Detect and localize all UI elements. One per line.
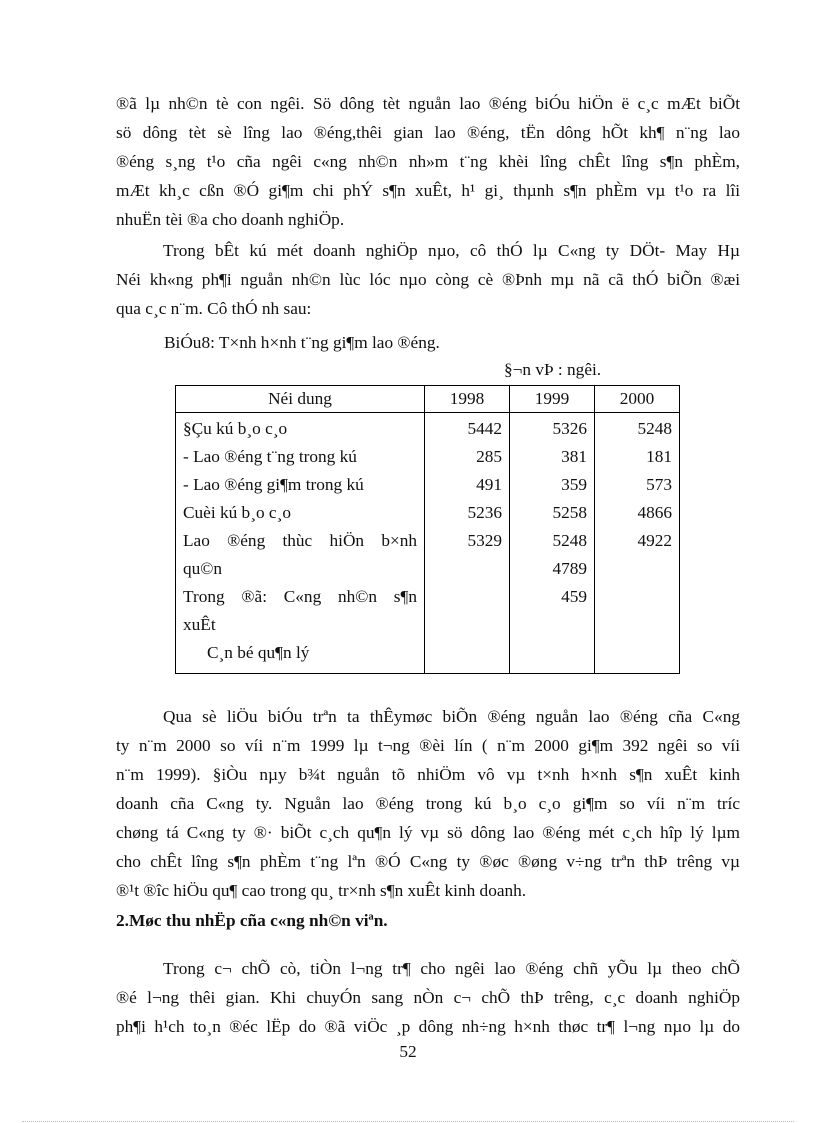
labor-table — [175, 385, 680, 674]
text-line: Qua sè liÖu biÓu trªn ta thÊymøc biÕn ®éng nguån lao ®éng cña C«ng — [163, 707, 740, 726]
row-label-line: xuÊt — [183, 615, 216, 634]
text-line: mÆt kh¸c cßn ®Ó gi¶m chi phÝ s¶n xuÊt, h¹ gi¸ thµnh s¶n phÈm vµ t¹o ra lîi — [116, 181, 740, 200]
text-line: ®¹t ®îc hiÖu qu¶ cao trong qu¸ tr×nh s¶n xuÊt kinh doanh. — [116, 881, 527, 900]
cell-1999: 381 — [510, 443, 595, 471]
row-label: - Lao ®éng t¨ng trong kú — [176, 443, 425, 471]
cell-2000 — [595, 583, 680, 639]
cell-value: 5248 — [552, 531, 587, 550]
cell-2000: 181 — [595, 443, 680, 471]
cell-1999: 5258 — [510, 499, 595, 527]
page-bottom-rule — [22, 1121, 794, 1122]
text-line: chøng tá C«ng ty ®· biÕt c¸ch qu¶n lý vµ sö dông lao ®éng mét c¸ch hîp lý lµm — [116, 823, 740, 842]
cell-value: 4789 — [552, 559, 587, 578]
cell-2000: 5248 — [595, 413, 680, 444]
paragraph-4 — [116, 954, 740, 1041]
table-row — [176, 583, 680, 639]
text-line: ®ã lµ nh©n tè con ngêi. Sö dông tèt nguån lao ®éng biÓu hiÖn ë c¸c mÆt biÕt — [116, 94, 740, 113]
text-line: nhuËn tèi ®a cho doanh nghiÖp. — [116, 210, 345, 229]
cell-1999 — [510, 639, 595, 674]
paragraph-1 — [116, 89, 740, 234]
cell-1998: 5329 — [425, 527, 510, 583]
row-label — [176, 583, 425, 639]
header-content: Néi dung — [176, 386, 425, 413]
cell-1998: 5442 — [425, 413, 510, 444]
text-line: Trong bÊt kú mét doanh nghiÖp nµo, cô thÓ lµ C«ng ty DÖt- May Hµ — [163, 241, 740, 260]
row-label: Cuèi kú b¸o c¸o — [176, 499, 425, 527]
cell-2000 — [595, 639, 680, 674]
table-header-row — [176, 386, 680, 413]
row-label: §Çu kú b¸o c¸o — [176, 413, 425, 444]
table-unit: §¬n vÞ : ngêi. — [504, 360, 602, 379]
cell-2000: 4866 — [595, 499, 680, 527]
table-row — [176, 527, 680, 583]
section-heading: 2.Møc thu nhËp cña c«ng nh©n viªn. — [116, 911, 388, 930]
table-caption: BiÓu8: T×nh h×nh t¨ng gi¶m lao ®éng. — [164, 333, 440, 352]
header-1999: 1999 — [510, 386, 595, 413]
table-row — [176, 499, 680, 527]
cell-1999 — [510, 527, 595, 583]
paragraph-3 — [116, 702, 740, 905]
text-line: ®éng s¸ng t¹o cña ngêi c«ng nh©n nh»m t¨ng khèi lîng chÊt lîng s¶n phÈm, — [116, 152, 740, 171]
row-label-line: Lao ®éng thùc hiÖn b×nh — [183, 531, 417, 550]
cell-1998: 491 — [425, 471, 510, 499]
cell-1998 — [425, 639, 510, 674]
text-line: doanh cña C«ng ty. Nguån lao ®éng trong kú b¸o c¸o gi¶m so víi n¨m tríc — [116, 794, 740, 813]
text-line: Trong c¬ chÕ cò, tiÒn l¬ng tr¶ cho ngêi lao ®éng chñ yÕu lµ theo chÕ — [163, 959, 740, 978]
page-number: 52 — [399, 1042, 417, 1061]
table-row — [176, 443, 680, 471]
cell-1998 — [425, 583, 510, 639]
table-row — [176, 471, 680, 499]
cell-1999: 359 — [510, 471, 595, 499]
text-line: ®é l¬ng thêi gian. Khi chuyÓn sang nÒn c¬ chÕ thÞ trêng, c¸c doanh nghiÖp — [116, 988, 740, 1007]
row-label-line: qu©n — [183, 559, 223, 578]
cell-2000: 4922 — [595, 527, 680, 583]
text-line: Néi kh«ng ph¶i nguån nh©n lùc lóc nµo còng cè ®Þnh mµ nã cã thÓ biÕn ®æi — [116, 270, 740, 289]
cell-1998: 5236 — [425, 499, 510, 527]
row-label — [176, 527, 425, 583]
cell-2000: 573 — [595, 471, 680, 499]
row-label: - Lao ®éng gi¶m trong kú — [176, 471, 425, 499]
row-label-line: C¸n bé qu¶n lý — [207, 643, 310, 662]
table-row — [176, 639, 680, 674]
text-line: sö dông tèt sè lîng lao ®éng,thêi gian lao ®éng, tËn dông hÕt kh¶ n¨ng lao — [116, 123, 740, 142]
header-2000: 2000 — [595, 386, 680, 413]
text-line: qua c¸c n¨m. Cô thÓ nh sau: — [116, 299, 312, 318]
text-line: n¨m 1999). §iÒu nµy b¾t nguån tõ nhiÖm vô vµ t×nh h×nh s¶n xuÊt kinh — [116, 765, 740, 784]
cell-1999: 5326 — [510, 413, 595, 444]
cell-1999: 459 — [510, 583, 595, 639]
text-line: ty n¨m 2000 so víi n¨m 1999 lµ t¬ng ®èi lín ( n¨m 2000 gi¶m 392 ngêi so víi — [116, 736, 740, 755]
text-line: ph¶i h¹ch to¸n ®éc lËp do ®ã viÖc ¸p dông nh÷ng h×nh thøc tr¶ l¬ng nµo lµ do — [116, 1017, 740, 1036]
table-row — [176, 413, 680, 444]
row-label — [176, 639, 425, 674]
cell-1998: 285 — [425, 443, 510, 471]
text-line: cho chÊt lîng s¶n phÈm t¨ng lªn ®Ó C«ng ty ®øc ®øng v÷ng trªn thÞ trêng vµ — [116, 852, 740, 871]
paragraph-2 — [116, 236, 740, 323]
header-1998: 1998 — [425, 386, 510, 413]
row-label-line: Trong ®ã: C«ng nh©n s¶n — [183, 587, 417, 606]
